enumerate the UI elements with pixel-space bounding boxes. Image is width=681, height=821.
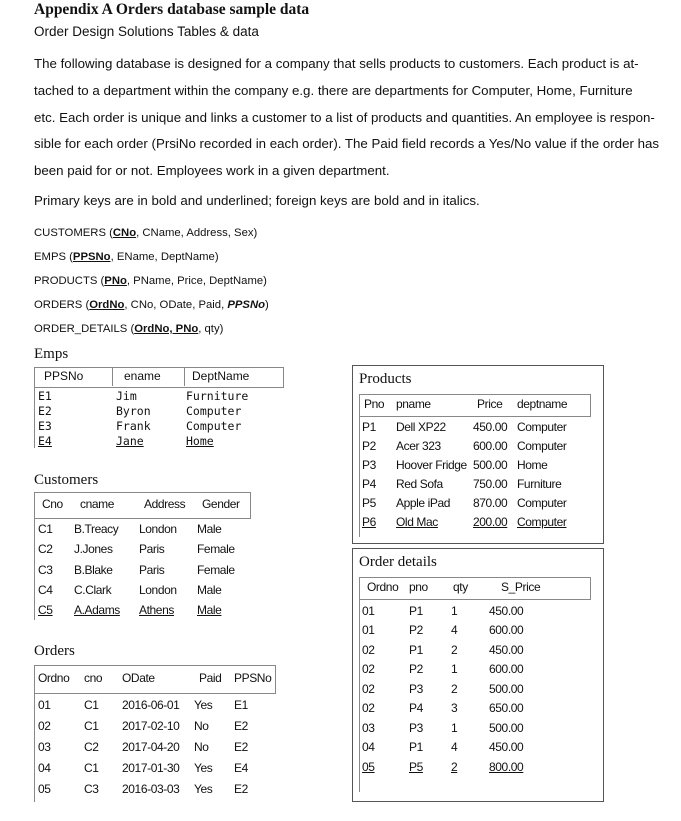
table-cell: C5 <box>38 603 53 617</box>
primary-key: OrdNo <box>89 299 125 311</box>
table-cell: Athens <box>139 603 174 617</box>
column-header: Address <box>144 497 186 511</box>
schema-products <box>34 275 267 287</box>
schema-customers <box>34 227 257 239</box>
table-cell: E1 <box>38 389 52 403</box>
table-cell: Paris <box>139 563 165 577</box>
table-cell: E2 <box>234 719 248 733</box>
table-cell: 1 <box>451 721 458 735</box>
primary-key: PNo <box>104 275 127 287</box>
primary-key: PPSNo <box>72 251 111 263</box>
table-cell: Computer <box>517 420 567 434</box>
table-cell: P2 <box>362 439 376 453</box>
orders-caption: Orders <box>34 643 75 659</box>
table-cell: 450.00 <box>489 643 524 657</box>
table-cell: Paris <box>139 542 165 556</box>
table-cell: C2 <box>84 740 99 754</box>
table-cell: 2 <box>451 682 458 696</box>
intro-line: etc. Each order is unique and links a customer to a list of products and quantities. An employee is respon- <box>34 109 655 125</box>
primary-key: CNo <box>112 227 137 239</box>
table-cell: Jane <box>116 434 144 448</box>
keys-note: Primary keys are in bold and underlined; foreign keys are bold and in italics. <box>34 193 480 208</box>
table-cell: 650.00 <box>489 701 524 715</box>
schema-text: ORDER_DETAILS ( <box>34 323 135 335</box>
products-caption: Products <box>359 371 412 387</box>
schema-text: ORDERS ( <box>34 299 90 311</box>
schema-text: PRODUCTS ( <box>34 275 105 287</box>
table-cell: 2016-06-01 <box>122 698 180 712</box>
intro-line: sible for each order (PrsiNo recorded in each order). The Paid field records a Yes/No value if the order has <box>34 136 660 152</box>
table-cell: 1 <box>451 662 458 676</box>
table-cell: 500.00 <box>489 721 524 735</box>
table-cell: C1 <box>38 522 53 536</box>
table-cell: Apple iPad <box>396 496 451 510</box>
table-cell: 02 <box>362 643 375 657</box>
table-cell: 3 <box>451 701 458 715</box>
table-cell: 870.00 <box>473 496 508 510</box>
table-cell: P6 <box>362 515 376 529</box>
table-cell: 600.00 <box>489 623 524 637</box>
table-cell: Old Mac <box>396 515 438 529</box>
table-cell: 1 <box>451 604 458 618</box>
table-cell: P5 <box>409 760 423 774</box>
table-cell: C3 <box>84 782 99 796</box>
table-cell: Acer 323 <box>396 439 441 453</box>
column-header: qty <box>453 580 468 594</box>
table-cell: E3 <box>38 419 52 433</box>
schema-text: , CNo, ODate, Paid, <box>124 299 228 311</box>
table-cell: Jim <box>116 389 137 403</box>
table-cell: Computer <box>186 419 242 433</box>
column-header: Ordno <box>38 671 70 685</box>
emps-caption: Emps <box>34 346 69 362</box>
table-cell: Male <box>197 583 222 597</box>
table-cell: Yes <box>194 761 213 775</box>
table-cell: 800.00 <box>489 760 524 774</box>
table-cell: Male <box>197 603 222 617</box>
schema-order-details <box>34 323 223 335</box>
column-header: DeptName <box>192 369 250 383</box>
column-header: pno <box>409 580 428 594</box>
table-cell: 04 <box>38 761 51 775</box>
table-cell: 500.00 <box>489 682 524 696</box>
table-cell: 02 <box>362 662 375 676</box>
table-cell: 2 <box>451 760 458 774</box>
intro-paragraph <box>34 51 674 185</box>
table-cell: 03 <box>38 740 51 754</box>
table-cell: 600.00 <box>489 662 524 676</box>
table-cell: Home <box>186 434 214 448</box>
emps-table <box>34 367 282 453</box>
table-cell: B.Blake <box>74 563 113 577</box>
table-cell: Hoover Fridge <box>396 458 467 472</box>
table-cell: P2 <box>409 662 423 676</box>
schema-text: ) <box>265 299 269 311</box>
table-cell: A.Adams <box>74 603 120 617</box>
table-cell: P1 <box>409 604 423 618</box>
table-cell: No <box>194 740 209 754</box>
table-cell: 01 <box>362 604 375 618</box>
schema-text: EMPS ( <box>34 251 73 263</box>
table-cell: 02 <box>362 701 375 715</box>
table-cell: 450.00 <box>473 420 508 434</box>
table-cell: 500.00 <box>473 458 508 472</box>
table-cell: 02 <box>362 682 375 696</box>
schema-emps <box>34 251 219 263</box>
table-cell: Dell XP22 <box>396 420 446 434</box>
table-cell: 600.00 <box>473 439 508 453</box>
table-cell: Red Sofa <box>396 477 443 491</box>
column-header: pname <box>396 397 431 411</box>
table-cell: E1 <box>234 698 248 712</box>
table-cell: Computer <box>186 404 242 418</box>
table-cell: P1 <box>362 420 376 434</box>
table-cell: Byron <box>116 404 151 418</box>
table-cell: 4 <box>451 623 458 637</box>
table-cell: E4 <box>38 434 52 448</box>
schema-text: , PName, Price, DeptName) <box>126 275 267 287</box>
table-cell: E2 <box>234 782 248 796</box>
column-header: ename <box>124 369 161 383</box>
schema-text: , EName, DeptName) <box>110 251 219 263</box>
table-cell: Frank <box>116 419 151 433</box>
table-cell: P5 <box>362 496 376 510</box>
column-header: PPSNo <box>44 369 84 383</box>
table-cell: 04 <box>362 740 375 754</box>
table-cell: C1 <box>84 698 99 712</box>
table-cell: 2017-01-30 <box>122 761 180 775</box>
table-cell: 4 <box>451 740 458 754</box>
table-cell: 02 <box>38 719 51 733</box>
intro-line: tached to a department within the company e.g. there are departments for Computer, Home, Furniture <box>34 82 633 98</box>
table-cell: Yes <box>194 782 213 796</box>
table-cell: Female <box>197 542 235 556</box>
column-header: ODate <box>122 671 155 685</box>
order-details-caption: Order details <box>359 554 437 570</box>
table-cell: Computer <box>517 515 567 529</box>
customers-caption: Customers <box>34 472 99 488</box>
table-cell: P1 <box>409 643 423 657</box>
table-cell: Computer <box>517 496 567 510</box>
table-cell: Home <box>517 458 548 472</box>
foreign-key: PPSNo <box>227 299 266 311</box>
table-cell: C4 <box>38 583 53 597</box>
schema-orders <box>34 299 269 311</box>
schema-text: , CName, Address, Sex) <box>136 227 258 239</box>
table-cell: 03 <box>362 721 375 735</box>
table-cell: E4 <box>234 761 248 775</box>
table-cell: Female <box>197 563 235 577</box>
table-cell: 450.00 <box>489 740 524 754</box>
table-cell: C1 <box>84 719 99 733</box>
table-cell: P4 <box>409 701 423 715</box>
table-cell: C.Clark <box>74 583 112 597</box>
intro-line: been paid for or not. Employees work in a given department. <box>34 163 390 179</box>
column-header: Pno <box>364 397 385 411</box>
table-cell: London <box>139 583 177 597</box>
table-cell: P3 <box>409 721 423 735</box>
column-header: Gender <box>202 497 240 511</box>
table-cell: Computer <box>517 439 567 453</box>
column-header: Paid <box>199 671 222 685</box>
table-cell: Yes <box>194 698 213 712</box>
customers-table <box>34 492 249 622</box>
table-cell: Male <box>197 522 222 536</box>
table-cell: 2017-04-20 <box>122 740 180 754</box>
table-cell: 05 <box>38 782 51 796</box>
column-header: Price <box>477 397 503 411</box>
table-cell: Furniture <box>517 477 562 491</box>
table-cell: C3 <box>38 563 53 577</box>
table-cell: C1 <box>84 761 99 775</box>
table-cell: P2 <box>409 623 423 637</box>
column-header: PPSNo <box>234 671 272 685</box>
table-cell: 750.00 <box>473 477 508 491</box>
table-cell: Furniture <box>186 389 249 403</box>
page-subtitle: Order Design Solutions Tables & data <box>34 24 259 39</box>
intro-line: The following database is designed for a company that sells products to customers. Each product is at- <box>34 56 639 71</box>
products-table <box>359 394 589 539</box>
table-cell: P3 <box>362 458 376 472</box>
table-cell: E2 <box>38 404 52 418</box>
table-cell: 01 <box>362 623 375 637</box>
table-cell: J.Jones <box>74 542 113 556</box>
column-header: Cno <box>42 497 63 511</box>
table-cell: P3 <box>409 682 423 696</box>
column-header: Ordno <box>367 580 399 594</box>
table-cell: C2 <box>38 542 53 556</box>
table-cell: P4 <box>362 477 376 491</box>
table-cell: 450.00 <box>489 604 524 618</box>
column-header: cno <box>84 671 103 685</box>
table-cell: E2 <box>234 740 248 754</box>
table-cell: B.Treacy <box>74 522 119 536</box>
orders-table <box>34 665 274 805</box>
table-cell: P1 <box>409 740 423 754</box>
order-details-frame <box>352 548 604 802</box>
table-cell: 05 <box>362 760 375 774</box>
schema-text: , qty) <box>198 323 224 335</box>
appendix-title: Appendix A Orders database sample data <box>34 1 310 18</box>
schema-text: CUSTOMERS ( <box>34 227 113 239</box>
table-cell: No <box>194 719 209 733</box>
table-cell: 01 <box>38 698 51 712</box>
column-header: cname <box>80 497 115 511</box>
column-header: S_Price <box>501 580 541 594</box>
table-cell: 2017-02-10 <box>122 719 180 733</box>
primary-key: OrdNo, PNo <box>134 323 199 335</box>
table-cell: 200.00 <box>473 515 508 529</box>
order-details-table <box>359 577 589 797</box>
table-cell: 2 <box>451 643 458 657</box>
column-header: deptname <box>517 397 568 411</box>
table-cell: London <box>139 522 177 536</box>
table-cell: 2016-03-03 <box>122 782 180 796</box>
products-frame <box>352 365 604 544</box>
